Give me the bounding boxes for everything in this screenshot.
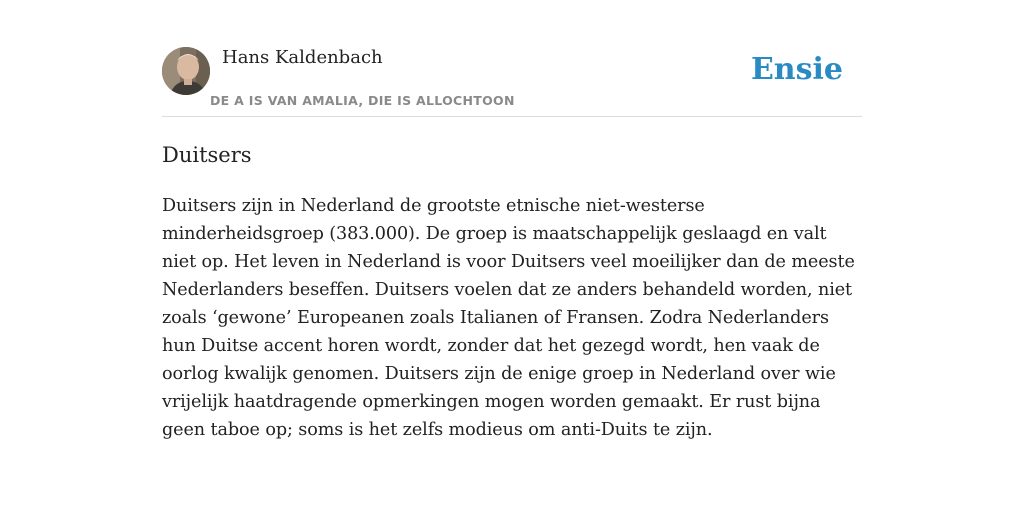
author-tagline: DE A IS VAN AMALIA, DIE IS ALLOCHTOON xyxy=(210,93,515,108)
author-avatar[interactable] xyxy=(162,47,210,95)
entry-title: Duitsers xyxy=(162,143,252,167)
entry-header xyxy=(162,0,862,117)
ensie-logo[interactable]: Ensie xyxy=(750,52,843,87)
author-photo-icon xyxy=(162,47,210,95)
entry-body: Duitsers zijn in Nederland de grootste etnische niet-westerse minderheidsgroep (383.000). De groep is maatschappelijk geslaagd en valt niet op. Het leven in Nederland is voor Duitsers veel moeilijker dan de meeste Nederlanders beseffen. Duitsers voelen dat ze anders behandeld worden, niet zoals ‘gewone’ Europeanen zoals Italianen of Fransen. Zodra Nederlanders hun Duitse accent horen wordt, zonder dat het gezegd wordt, hen vaak de oorlog kwalijk genomen. Duitsers zijn de enige groep in Nederland over wie vrijelijk haatdragende opmerkingen mogen worden gemaakt. Er rust bijna geen taboe op; soms is het zelfs modieus om anti-Duits te zijn. xyxy=(162,196,855,440)
entry-card xyxy=(162,0,862,512)
author-name[interactable]: Hans Kaldenbach xyxy=(222,47,383,68)
